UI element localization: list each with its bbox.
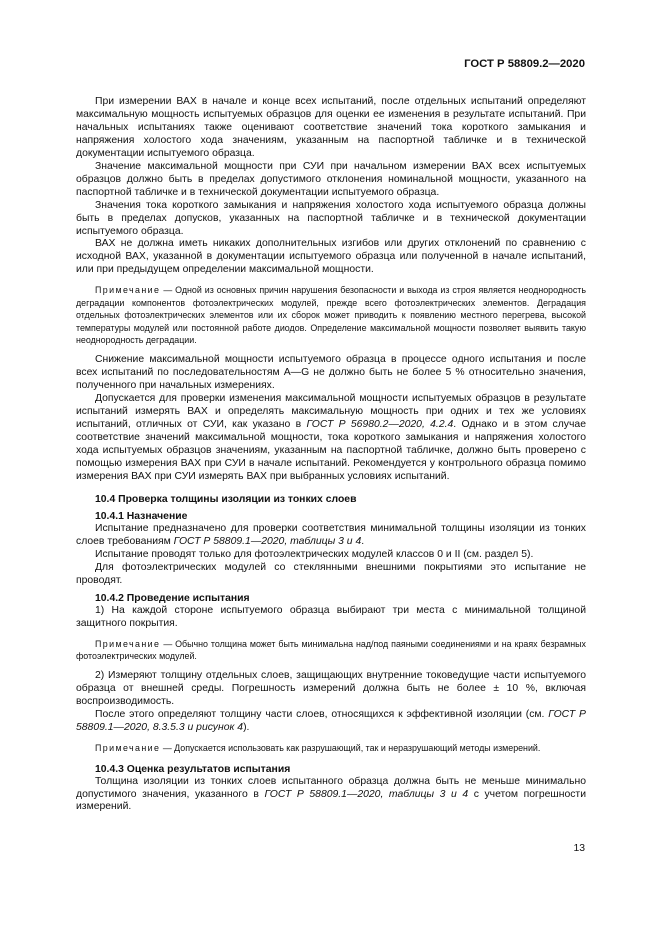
standard-reference: ГОСТ Р 58809.1—2020, таблицы 3 и 4 <box>173 535 362 547</box>
paragraph-module-classes: Испытание проводят только для фотоэлектрических модулей классов 0 и II (см. раздел 5). <box>95 548 534 560</box>
paragraph-effective-insulation: После этого определяют толщину части слоев, относящихся к эффективной изоляции (см. ГОСТ Р 58809.1—2020, 8.3.5.3 и рисунок 4). <box>76 709 586 734</box>
note-text: — Одной из основных причин нарушения безопасности и выхода из строя является неоднородность деградации компонентов фотоэлектрических модулей, прежде всего фотоэлектрических элементов. Деградация отдельных фотоэлектрических элементов или их сборок может приводить к появлению местного перегрева, высокой температуры модулей или постоянной работе диодов. Определение максимальной мощности позволяет выявить такую неоднородность деградации. <box>76 285 586 345</box>
paragraph-glass-exception: Для фотоэлектрических модулей со стеклянными внешними покрытиями это испытание не проводят. <box>76 561 586 586</box>
paragraph-power-reduction: Снижение максимальной мощности испытуемого образца в процессе одного испытания и после всех испытаний по последовательностям A—G не должно быть не более 5 % относительно значения, полученного при начальных измерениях. <box>76 354 586 392</box>
note-thickness <box>76 638 586 663</box>
note-label: Примечание <box>95 743 161 754</box>
document-body <box>76 96 586 814</box>
subsection-heading-10-4-3: 10.4.3 Оценка результатов испытания <box>95 763 291 775</box>
paragraph-step-1: 1) На каждой стороне испытуемого образца выбирают три места с минимальной толщиной защитного покрытия. <box>76 604 586 629</box>
paragraph-vax-curve: ВАХ не должна иметь никаких дополнительных изгибов или других отклонений по сравнению с исходной ВАХ, указанной в документации испытуемого образца или полученной в начале испытаний, или при предыдущем определении максимальной мощности. <box>76 238 586 276</box>
paragraph-current-voltage: Значения тока короткого замыкания и напряжения холостого хода испытуемого образца должны быть в пределах допусков, указанных на паспортной табличке и в технической документации испытуемого образца. <box>76 199 586 237</box>
subsection-heading-10-4-2: 10.4.2 Проведение испытания <box>95 592 250 604</box>
paragraph-step-2: 2) Измеряют толщину отдельных слоев, защищающих внутренние токоведущие части испытуемого образца от внешней среды. Погрешность измерений должна быть не более ± 10 %, включая воспроизводимость. <box>76 670 586 708</box>
note-label: Примечание <box>95 285 161 296</box>
page-number: 13 <box>573 843 585 854</box>
paragraph-evaluation: Толщина изоляции из тонких слоев испытанного образца должна быть не меньше минимально допустимого значения, указанного в ГОСТ Р 58809.1—2020, таблицы 3 и 4 с учетом погрешности измерений. <box>76 775 586 813</box>
paragraph-alternative-conditions: Допускается для проверки изменения максимальной мощности испытуемых образцов в результате испытаний измерять ВАХ и определять максимальную мощность при одних и тех же условиях испытаний, отличных от СУИ, как указано в ГОСТ Р 56980.2—2020, 4.2.4. Однако и в этом случае соответствие значений максимальной мощности, тока короткого замыкания и напряжения холостого хода испытуемых образцов значениям, указанным на паспортной табличке, должно быть проверено с помощью измерения ВАХ при СУИ в начале испытаний. Рекомендуется у контрольного образца помимо измерения ВАХ при СУИ измерять ВАХ при выбранных условиях испытаний. <box>76 393 586 482</box>
note-methods <box>76 742 586 754</box>
paragraph-purpose: Испытание предназначено для проверки соответствия минимальной толщины изоляции из тонких слоев требованиям ГОСТ Р 58809.1—2020, таблицы 3 и 4. <box>76 522 586 547</box>
standard-reference: ГОСТ Р 58809.1—2020, таблицы 3 и 4 <box>264 788 469 800</box>
document-id-header: ГОСТ Р 58809.2—2020 <box>464 58 585 70</box>
note-text: — Допускается использовать как разрушающий, так и неразрушающий методы измерений. <box>160 743 541 754</box>
paragraph-vax-measurement: При измерении ВАХ в начале и конце всех испытаний, после отдельных испытаний определяют максимальную мощность испытуемых образцов для оценки ее изменения в результате испытаний. При начальных испытаниях также оценивают соответствие значений тока короткого замыкания и напряжения холостого хода значениям, указанным на паспортной табличке и в технической документации испытуемого образца. <box>76 96 586 159</box>
subsection-heading-10-4-1: 10.4.1 Назначение <box>95 510 188 522</box>
note-label: Примечание <box>95 638 161 649</box>
standard-reference: ГОСТ Р 58809.1—2020, 8.3.5.3 и рисунок 4 <box>76 709 586 734</box>
section-heading-10-4: 10.4 Проверка толщины изоляции из тонких слоев <box>95 493 357 505</box>
paragraph-max-power: Значение максимальной мощности при СУИ при начальном измерении ВАХ всех испытуемых образцов должно быть в пределах допустимого отклонения номинальной мощности, указанного на паспортной табличке и в технической документации испытуемого образца. <box>76 160 586 198</box>
note-text: — Обычно толщина может быть минимальна над/под паяными соединениями и на краях безрамных фотоэлектрических модулей. <box>76 638 586 661</box>
note-degradation <box>76 284 586 346</box>
standard-reference: ГОСТ Р 56980.2—2020, 4.2.4 <box>306 419 454 431</box>
